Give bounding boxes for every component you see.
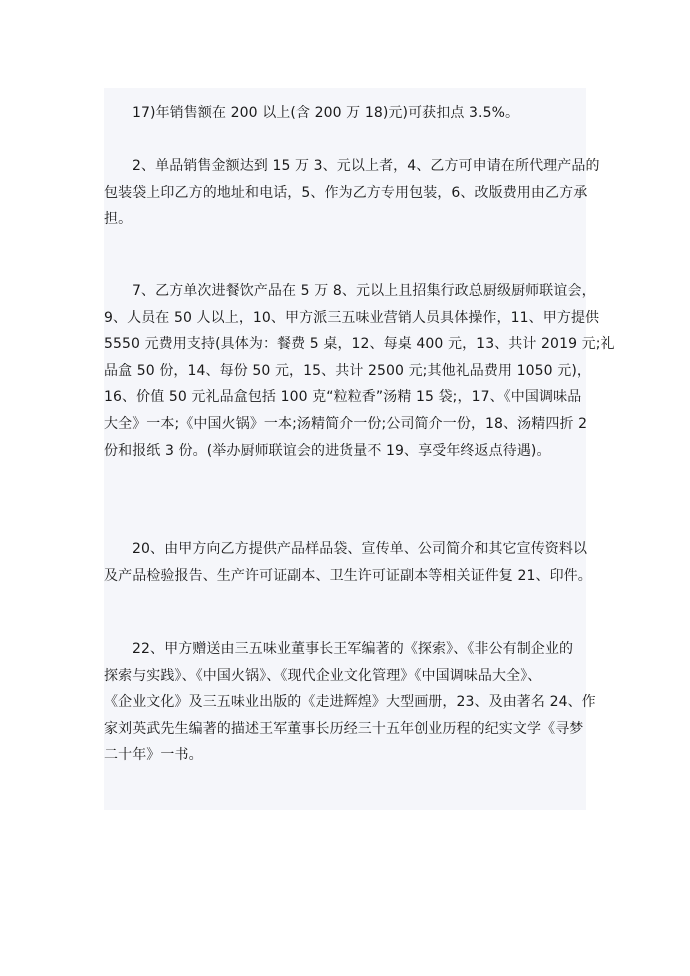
document-page bbox=[104, 88, 615, 810]
text-line: 大全》一本;《中国火锅》一本;汤精简介一份;公司简介一份，18、汤精四折 2 bbox=[104, 415, 588, 432]
text-line: 品盒 50 份，14、每份 50 元，15、共计 2500 元;其他礼品费用 1050 元)， bbox=[104, 362, 591, 379]
text-line: 家刘英武先生编著的描述王军董事长历经三十五年创业历程的纪实文学《寻梦 bbox=[104, 720, 584, 737]
text-line: 5550 元费用支持(具体为：餐费 5 桌，12、每桌 400 元，13、共计 2019 元;礼 bbox=[104, 336, 615, 353]
text-line: 17)年销售额在 200 以上(含 200 万 18)元)可获扣点 3.5%。 bbox=[132, 105, 520, 121]
text-line: 《企业文化》及三五味业出版的《走进辉煌》大型画册，23、及由著名 24、作 bbox=[104, 694, 596, 711]
text-line: 16、价值 50 元礼品盒包括 100 克“粒粒香”汤精 15 袋;，17、《中国调味品 bbox=[104, 389, 582, 406]
text-line: 及产品检验报告、生产许可证副本、卫生许可证副本等相关证件复 21、印件。 bbox=[104, 567, 592, 584]
text-line: 2、单品销售金额达到 15 万 3、元以上者，4、乙方可申请在所代理产品的 bbox=[132, 158, 600, 174]
text-line: 20、由甲方向乙方提供产品样品袋、宣传单、公司简介和其它宣传资料以 bbox=[132, 541, 588, 557]
paragraph-catering-event bbox=[104, 278, 615, 464]
text-line: 7、乙方单次进餐饮产品在 5 万 8、元以上且招集行政总厨级厨师联谊会， bbox=[132, 283, 596, 299]
text-line: 9、人员在 50 人以上，10、甲方派三五味业营销人员具体操作，11、甲方提供 bbox=[104, 309, 600, 326]
text-line: 担。 bbox=[104, 211, 133, 228]
paragraph-single-product-sales bbox=[104, 153, 600, 233]
paragraph-discount-rate bbox=[104, 100, 586, 127]
paragraph-promotional-materials bbox=[104, 536, 592, 589]
text-line: 二十年》一书。 bbox=[104, 747, 203, 764]
text-line: 包装袋上印乙方的地址和电话，5、作为乙方专用包装，6、改版费用由乙方承 bbox=[104, 184, 588, 201]
text-line: 22、甲方赠送由三五味业董事长王军编著的《探索》、《非公有制企业的 bbox=[132, 641, 574, 657]
text-line: 份和报纸 3 份。(举办厨师联谊会的进货量不 19、享受年终返点待遇)。 bbox=[104, 442, 551, 459]
text-line: 探索与实践》、《中国火锅》、《现代企业文化管理》《中国调味品大全》、 bbox=[104, 667, 542, 684]
paragraph-gift-books bbox=[104, 636, 596, 769]
